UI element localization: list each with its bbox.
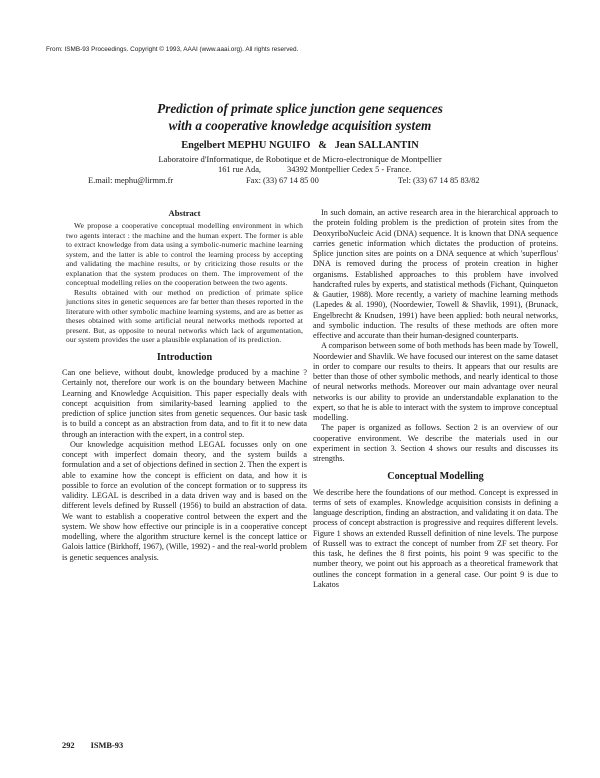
- introduction-paragraph: Our knowledge acquisition method LEGAL focusses only on one concept with imperfect domain theory, and the system builds a formulation and a set of objections defined in section 2. Then the expert is able to examine how the concept is efficient on data, and how it is possible to force an evolution of the concept formation or to suppress its validity. LEGAL is described in a data driven way and is based on the different levels defined by Russell (1956) to build an abstraction of data. We want to establish a cooperative control between the expert and the system. We show how effective our principle is in a cooperative concept modelling, where the algorithm structure kernel is the concept lattice or Galois lattice (Birkhoff, 1967), (Wille, 1992) - and the real-world problem is genetic sequences analysis.: [62, 439, 307, 562]
- abstract-paragraph: Results obtained with our method on prediction of primate splice junctions sites in genetic sequences are far better than theses reported in the literature with other symbolic machine learning systems, and are as better as theses obtained with some artificial neural networks methods reported at present. But, as opposite to neural networks which lack of argumentation, our system provides the user a plausible explanation of its prediction.: [66, 287, 303, 345]
- abstract-paragraph: We propose a cooperative conceptual modelling environment in which two agents interact : the machine and the human expert. The former is able to extract knowledge from data using a symbolic-numeric machine learning system, and the latter is able to control the learning process by accepting and validating the machine results, or by criticizing those results or the explanation that the system produces on them. The improvement of the conceptual modelling relies on the cooperation between the two agents.: [66, 221, 303, 288]
- introduction-paragraph: Can one believe, without doubt, knowledge produced by a machine ? Certainly not, therefore our work is on the boundary between Machine Learning and Knowledge Acquisition. This paper especially deals with concept acquisition from similarity-based learning applied to the prediction of splice junction sites from genetic sequences. Our basic task is to build a concept as an abstraction from data, and to fit it to new data through an interaction with the expert, in a control step.: [62, 368, 307, 439]
- copyright-source-line: From: ISMB-93 Proceedings. Copyright © 1993, AAAI (www.aaai.org). All rights reserved.: [46, 46, 299, 53]
- body-paragraph: We describe here the foundations of our method. Concept is expressed in terms of sets of examples. Knowledge acquisition consists in defining a language description, finding an abstraction, and validating it on data. The process of concept abstraction is progressive and requires different levels. Figure 1 shows an extended Russell definition of nine levels. The purpose of Russell was to extract the concept of number from ZF set theory. For this task, he defines the 8 first points, his point 9 was specific to the number theory, we point out his approach as a theoretical framework that outlines the concept formation in a general case. Our point 9 is due to Lakatos: [313, 487, 558, 589]
- author-email: E.mail: mephu@lirmm.fr: [88, 176, 174, 185]
- author-fax: Fax: (33) 67 14 85 00: [246, 176, 319, 185]
- paper-title-line-1: Prediction of primate splice junction gene sequences: [157, 101, 443, 116]
- venue-name: ISMB-93: [90, 741, 124, 750]
- introduction-heading: Introduction: [156, 351, 213, 363]
- body-paragraph: The paper is organized as follows. Section 2 is an overview of our cooperative environment. We describe the materials used in our experiment in section 3. Section 4 shows our results and discusses its strengths.: [313, 423, 558, 463]
- affiliation: Laboratoire d'Informatique, de Robotique et de Micro-electronique de Montpellier: [158, 154, 442, 164]
- page-number: 292: [62, 741, 75, 750]
- address-street: 161 rue Ada,: [218, 165, 262, 174]
- body-paragraph: In such domain, an active research area in the hierarchical approach to the protein folding problem is the prediction of protein sites from the DeoxyriboNucleic Acid (DNA) sequence. It is known that DNA sequence carries genetic information which dictates the production of proteins. Splice junction sites are points on a DNA sequence at which 'superflous' DNA is removed during the process of protein creation in higher organisms. Established approaches to this problem have involved handcrafted rules by experts, and statistical methods (Fichant, Quinqueton & Gautier, 1988). More recently, a variety of machine learning methods (Lapedes & al. 1990), (Noordewier, Towell & Shavlik, 1991), (Brunack, Engelbrecht & Knudsen, 1991) have been applied: both neural networks, and symbolic induction. The results of these methods are often more effective and accurate than their human-designed counterparts.: [313, 208, 558, 340]
- conceptual-modelling-heading: Conceptual Modelling: [387, 471, 484, 483]
- page-footer: [62, 741, 123, 750]
- right-column: [313, 208, 558, 590]
- address-city: 34392 Montpellier Cedex 5 - France.: [287, 165, 412, 174]
- abstract-body: [62, 221, 307, 345]
- authors: Engelbert MEPHU NGUIFO & Jean SALLANTIN: [181, 140, 419, 151]
- author-phone: Tel: (33) 67 14 85 83/82: [398, 176, 480, 185]
- abstract-heading: Abstract: [168, 208, 201, 218]
- paper-title-line-2: with a cooperative knowledge acquisition system: [168, 118, 432, 133]
- left-column: [62, 208, 307, 563]
- body-paragraph: A comparison between some of both methods has been made by Towell, Noordewier and Shavlik. We have focused our interest on the same dataset in order to compare our results to theirs. It appears that our results are better than those of other symbolic methods, and nearly identical to those of neural networks methods. Moreover our main advantage over neural networks is our ability to provide an understandable explanation to the expert, so that he is able to interact with the system to improve conceptual modelling.: [313, 341, 558, 422]
